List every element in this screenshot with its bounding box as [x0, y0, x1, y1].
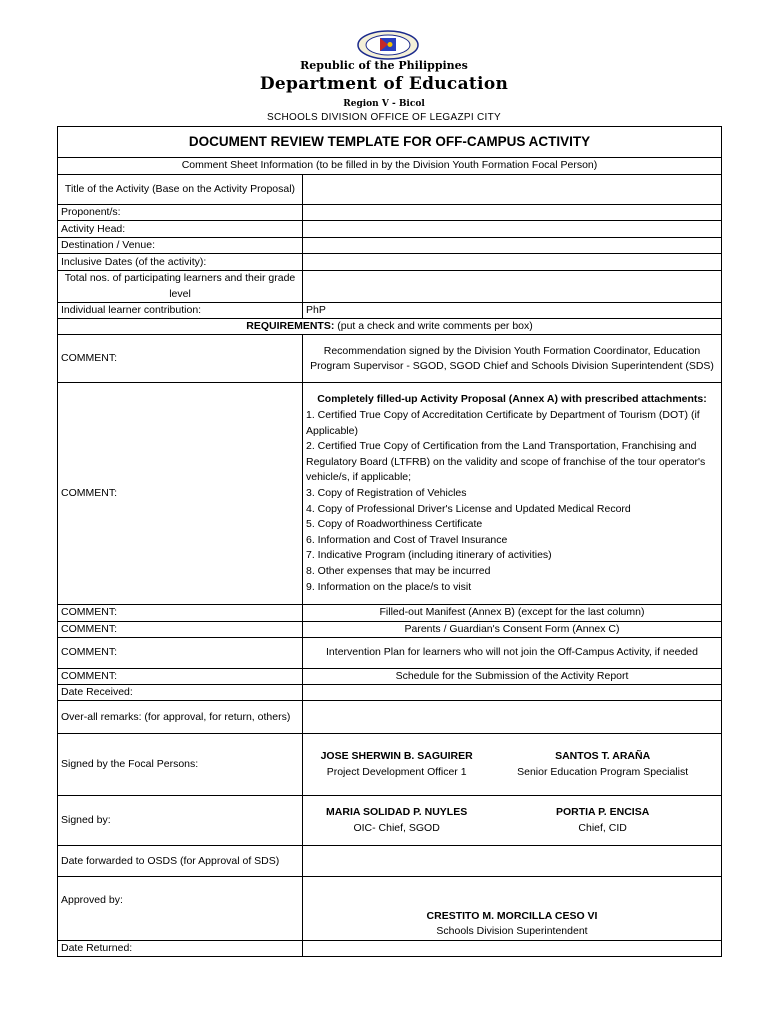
- attachment-item: 8. Other expenses that may be incurred: [306, 564, 491, 577]
- focal-persons-label: Signed by the Focal Persons:: [58, 734, 303, 796]
- comment-label: COMMENT:: [58, 637, 303, 668]
- attachment-item: 2. Certified True Copy of Certification from the Land Transportation, Franchising and Regulatory Board (LTFRB) on the validity and scope of franchise of the tour operator's vehicle/s, if applicable;: [306, 440, 706, 484]
- activity-title-field[interactable]: [303, 175, 722, 205]
- requirement-consent-form[interactable]: Parents / Guardian's Consent Form (Annex C): [303, 621, 722, 637]
- date-forwarded-field[interactable]: [303, 846, 722, 877]
- date-returned-field[interactable]: [303, 941, 722, 957]
- date-received-label: Date Received:: [58, 684, 303, 700]
- requirement-manifest[interactable]: Filled-out Manifest (Annex B) (except for the last column): [303, 605, 722, 621]
- comment-label: COMMENT:: [58, 605, 303, 621]
- dates-label: Inclusive Dates (of the activity):: [58, 254, 303, 271]
- requirement-recommendation[interactable]: Recommendation signed by the Division Youth Formation Coordinator, Education Program Supervisor - SGOD, SGOD Chief and Schools Division Superintendent (SDS): [303, 335, 722, 383]
- attachment-item: 5. Copy of Roadworthiness Certificate: [306, 518, 483, 531]
- republic-line: Republic of the Philippines: [300, 59, 468, 72]
- date-returned-label: Date Returned:: [58, 941, 303, 957]
- signer-signature-block: [306, 805, 718, 837]
- focal-persons-signatures: [303, 734, 722, 796]
- activity-head-field[interactable]: [303, 221, 722, 238]
- signed-by-label: Signed by:: [58, 796, 303, 846]
- region-line: Region V - Bicol: [343, 99, 425, 109]
- overall-remarks-field[interactable]: [303, 701, 722, 734]
- attachment-item: 7. Indicative Program (including itinerary of activities): [306, 549, 552, 562]
- focal2-name: SANTOS T. ARAÑA: [555, 749, 651, 762]
- deped-seal-icon: [357, 30, 419, 60]
- learners-field[interactable]: [303, 271, 722, 302]
- office-line: SCHOOLS DIVISION OFFICE OF LEGAZPI CITY: [267, 112, 501, 123]
- form-title: DOCUMENT REVIEW TEMPLATE FOR OFF-CAMPUS ACTIVITY: [58, 127, 722, 158]
- requirement-activity-proposal[interactable]: [303, 383, 722, 605]
- requirements-heading: [58, 319, 722, 335]
- focal1-title: Project Development Officer 1: [326, 765, 467, 778]
- destination-label: Destination / Venue:: [58, 238, 303, 254]
- department-name: Department of Education: [259, 74, 509, 94]
- attachment-item: 3. Copy of Registration of Vehicles: [306, 487, 467, 500]
- dates-field[interactable]: [303, 254, 722, 271]
- destination-field[interactable]: [303, 238, 722, 254]
- proponents-field[interactable]: [303, 205, 722, 221]
- activity-title-label: Title of the Activity (Base on the Activity Proposal): [58, 175, 303, 205]
- approved-by-label: Approved by:: [58, 877, 303, 941]
- attachment-item: 9. Information on the place/s to visit: [306, 580, 472, 593]
- comment-label: COMMENT:: [58, 668, 303, 684]
- activity-head-label: Activity Head:: [58, 221, 303, 238]
- date-forwarded-label: Date forwarded to OSDS (for Approval of SDS): [58, 846, 303, 877]
- contribution-field[interactable]: PhP: [303, 302, 722, 318]
- signer1-title: OIC- Chief, SGOD: [353, 821, 440, 834]
- focal-signature-block: [306, 749, 718, 781]
- attachment-item: 1. Certified True Copy of Accreditation Certificate by Department of Tourism (DOT) (if Applicable): [306, 409, 700, 437]
- requirement-activity-report[interactable]: Schedule for the Submission of the Activity Report: [303, 668, 722, 684]
- review-form-table: [57, 126, 722, 957]
- attachment-item: 4. Copy of Professional Driver's License and Updated Medical Record: [306, 502, 631, 515]
- date-received-field[interactable]: [303, 684, 722, 700]
- comment-label: COMMENT:: [58, 335, 303, 383]
- focal1-name: JOSE SHERWIN B. SAGUIRER: [320, 749, 473, 762]
- overall-remarks-label: Over-all remarks: (for approval, for return, others): [58, 701, 303, 734]
- signed-by-signatures: [303, 796, 722, 846]
- requirement-activity-proposal-title: Completely filled-up Activity Proposal (Annex A) with prescribed attachments:: [317, 393, 707, 406]
- comment-label: COMMENT:: [58, 621, 303, 637]
- approver-signature: [303, 877, 722, 941]
- requirement-intervention-plan[interactable]: Intervention Plan for learners who will not join the Off-Campus Activity, if needed: [303, 637, 722, 668]
- comment-label: COMMENT:: [58, 383, 303, 605]
- requirements-heading-rest: (put a check and write comments per box): [334, 320, 533, 333]
- attachment-item: 6. Information and Cost of Travel Insurance: [306, 533, 508, 546]
- focal2-title: Senior Education Program Specialist: [517, 765, 689, 778]
- signer2-name: PORTIA P. ENCISA: [555, 805, 650, 818]
- approver-name: CRESTITO M. MORCILLA CESO VI: [426, 909, 598, 922]
- signer1-name: MARIA SOLIDAD P. NUYLES: [326, 805, 468, 818]
- info-heading: Comment Sheet Information (to be filled in by the Division Youth Formation Focal Person): [58, 158, 722, 175]
- learners-label: Total nos. of participating learners and their grade level: [58, 271, 303, 302]
- approver-title: Schools Division Superintendent: [436, 924, 588, 937]
- proponents-label: Proponent/s:: [58, 205, 303, 221]
- signer2-title: Chief, CID: [578, 821, 627, 834]
- contribution-label: Individual learner contribution:: [58, 302, 303, 318]
- requirements-heading-bold: REQUIREMENTS:: [246, 320, 335, 333]
